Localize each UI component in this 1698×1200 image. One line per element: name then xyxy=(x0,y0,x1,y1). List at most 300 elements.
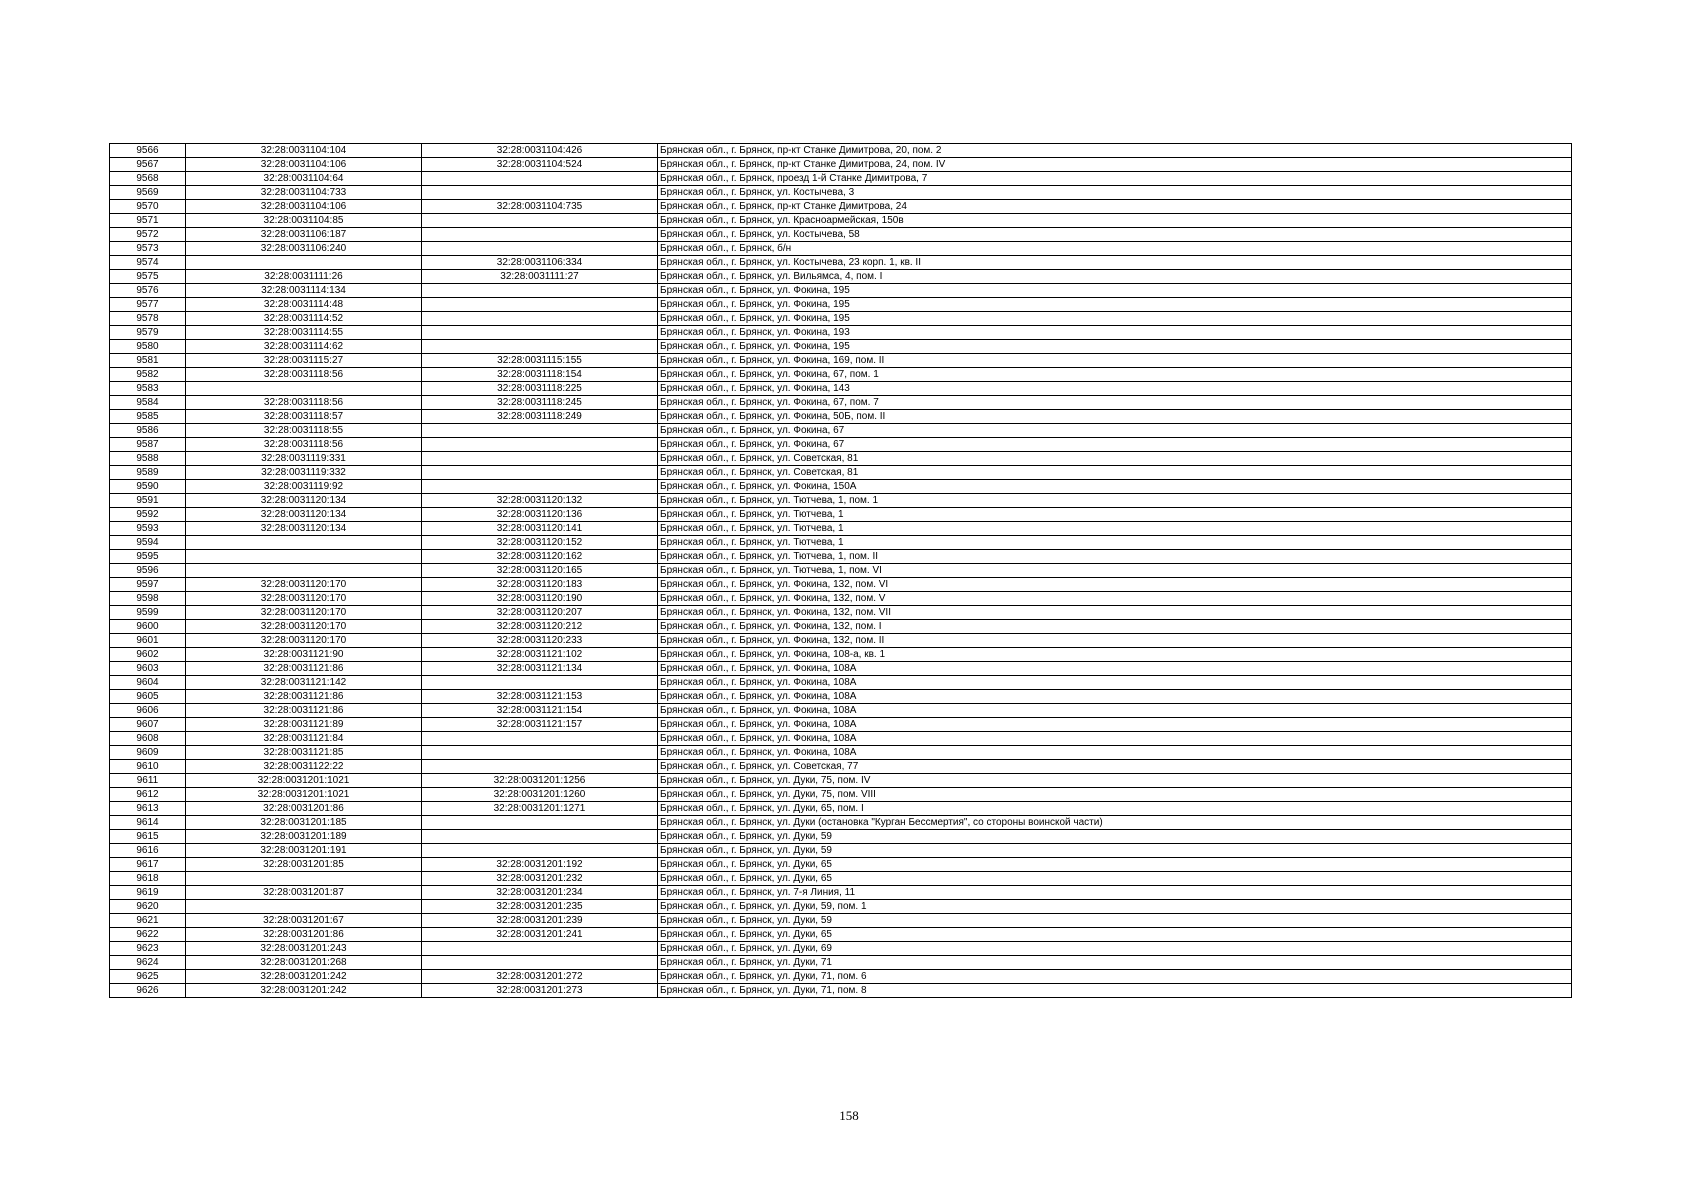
address-cell: Брянская обл., г. Брянск, ул. Костычева, 3 xyxy=(658,186,1572,200)
row-number-cell: 9610 xyxy=(110,760,186,774)
object-number-cell xyxy=(422,242,658,256)
row-number-cell: 9613 xyxy=(110,802,186,816)
row-number-cell: 9575 xyxy=(110,270,186,284)
table-row xyxy=(110,354,1572,368)
table-row xyxy=(110,200,1572,214)
cadastral-number-cell: 32:28:0031120:134 xyxy=(186,508,422,522)
row-number-cell: 9626 xyxy=(110,984,186,998)
register-table-body xyxy=(110,144,1572,998)
row-number-cell: 9622 xyxy=(110,928,186,942)
row-number-cell: 9576 xyxy=(110,284,186,298)
address-cell: Брянская обл., г. Брянск, ул. Фокина, 193 xyxy=(658,326,1572,340)
address-cell: Брянская обл., г. Брянск, ул. Дуки, 75, пом. IV xyxy=(658,774,1572,788)
row-number-cell: 9609 xyxy=(110,746,186,760)
cadastral-number-cell: 32:28:0031104:733 xyxy=(186,186,422,200)
object-number-cell xyxy=(422,830,658,844)
object-number-cell xyxy=(422,676,658,690)
row-number-cell: 9589 xyxy=(110,466,186,480)
row-number-cell: 9606 xyxy=(110,704,186,718)
row-number-cell: 9581 xyxy=(110,354,186,368)
object-number-cell: 32:28:0031120:183 xyxy=(422,578,658,592)
table-row xyxy=(110,788,1572,802)
row-number-cell: 9584 xyxy=(110,396,186,410)
cadastral-number-cell: 32:28:0031201:1021 xyxy=(186,774,422,788)
row-number-cell: 9621 xyxy=(110,914,186,928)
address-cell: Брянская обл., г. Брянск, ул. Дуки, 75, пом. VIII xyxy=(658,788,1572,802)
table-row xyxy=(110,550,1572,564)
row-number-cell: 9594 xyxy=(110,536,186,550)
table-row xyxy=(110,606,1572,620)
cadastral-number-cell: 32:28:0031114:52 xyxy=(186,312,422,326)
row-number-cell: 9597 xyxy=(110,578,186,592)
cadastral-number-cell: 32:28:0031201:191 xyxy=(186,844,422,858)
table-row xyxy=(110,312,1572,326)
table-row xyxy=(110,900,1572,914)
table-row xyxy=(110,368,1572,382)
row-number-cell: 9598 xyxy=(110,592,186,606)
row-number-cell: 9570 xyxy=(110,200,186,214)
table-row xyxy=(110,858,1572,872)
address-cell: Брянская обл., г. Брянск, ул. Фокина, 132, пом. VI xyxy=(658,578,1572,592)
table-row xyxy=(110,340,1572,354)
table-row xyxy=(110,844,1572,858)
object-number-cell: 32:28:0031120:152 xyxy=(422,536,658,550)
row-number-cell: 9579 xyxy=(110,326,186,340)
object-number-cell: 32:28:0031118:249 xyxy=(422,410,658,424)
table-row xyxy=(110,676,1572,690)
address-cell: Брянская обл., г. Брянск, ул. Фокина, 195 xyxy=(658,298,1572,312)
table-row xyxy=(110,732,1572,746)
row-number-cell: 9620 xyxy=(110,900,186,914)
table-row xyxy=(110,592,1572,606)
row-number-cell: 9569 xyxy=(110,186,186,200)
row-number-cell: 9595 xyxy=(110,550,186,564)
table-row xyxy=(110,494,1572,508)
cadastral-number-cell: 32:28:0031120:134 xyxy=(186,522,422,536)
address-cell: Брянская обл., г. Брянск, ул. Дуки, 65, пом. I xyxy=(658,802,1572,816)
address-cell: Брянская обл., г. Брянск, ул. Тютчева, 1, пом. 1 xyxy=(658,494,1572,508)
address-cell: Брянская обл., г. Брянск, ул. Дуки, 59 xyxy=(658,844,1572,858)
object-number-cell: 32:28:0031120:233 xyxy=(422,634,658,648)
object-number-cell: 32:28:0031120:132 xyxy=(422,494,658,508)
row-number-cell: 9577 xyxy=(110,298,186,312)
cadastral-number-cell: 32:28:0031118:56 xyxy=(186,396,422,410)
object-number-cell: 32:28:0031120:212 xyxy=(422,620,658,634)
cadastral-number-cell: 32:28:0031120:170 xyxy=(186,634,422,648)
table-row xyxy=(110,718,1572,732)
address-cell: Брянская обл., г. Брянск, ул. Советская, 77 xyxy=(658,760,1572,774)
object-number-cell: 32:28:0031201:232 xyxy=(422,872,658,886)
table-row xyxy=(110,648,1572,662)
cadastral-number-cell: 32:28:0031120:170 xyxy=(186,606,422,620)
address-cell: Брянская обл., г. Брянск, б/н xyxy=(658,242,1572,256)
table-row xyxy=(110,256,1572,270)
table-row xyxy=(110,830,1572,844)
address-cell: Брянская обл., г. Брянск, ул. Дуки, 71 xyxy=(658,956,1572,970)
row-number-cell: 9567 xyxy=(110,158,186,172)
address-cell: Брянская обл., г. Брянск, ул. Фокина, 195 xyxy=(658,312,1572,326)
row-number-cell: 9623 xyxy=(110,942,186,956)
table-row xyxy=(110,298,1572,312)
cadastral-number-cell: 32:28:0031120:170 xyxy=(186,578,422,592)
address-cell: Брянская обл., г. Брянск, ул. Фокина, 108А xyxy=(658,676,1572,690)
object-number-cell: 32:28:0031120:162 xyxy=(422,550,658,564)
row-number-cell: 9566 xyxy=(110,144,186,158)
address-cell: Брянская обл., г. Брянск, ул. Советская, 81 xyxy=(658,466,1572,480)
row-number-cell: 9607 xyxy=(110,718,186,732)
row-number-cell: 9625 xyxy=(110,970,186,984)
table-row xyxy=(110,662,1572,676)
cadastral-number-cell: 32:28:0031201:85 xyxy=(186,858,422,872)
object-number-cell: 32:28:0031201:1260 xyxy=(422,788,658,802)
object-number-cell xyxy=(422,816,658,830)
cadastral-number-cell xyxy=(186,900,422,914)
table-row xyxy=(110,928,1572,942)
address-cell: Брянская обл., г. Брянск, ул. Фокина, 67, пом. 7 xyxy=(658,396,1572,410)
table-row xyxy=(110,284,1572,298)
object-number-cell: 32:28:0031201:192 xyxy=(422,858,658,872)
address-cell: Брянская обл., г. Брянск, ул. Костычева, 23 корп. 1, кв. II xyxy=(658,256,1572,270)
address-cell: Брянская обл., г. Брянск, ул. Фокина, 132, пом. VII xyxy=(658,606,1572,620)
cadastral-number-cell: 32:28:0031120:170 xyxy=(186,620,422,634)
row-number-cell: 9593 xyxy=(110,522,186,536)
address-cell: Брянская обл., г. Брянск, ул. Фокина, 108А xyxy=(658,732,1572,746)
address-cell: Брянская обл., г. Брянск, ул. Дуки, 65 xyxy=(658,858,1572,872)
table-row xyxy=(110,452,1572,466)
object-number-cell: 32:28:0031201:1256 xyxy=(422,774,658,788)
table-row xyxy=(110,802,1572,816)
object-number-cell xyxy=(422,480,658,494)
cadastral-number-cell: 32:28:0031114:134 xyxy=(186,284,422,298)
table-row xyxy=(110,914,1572,928)
address-cell: Брянская обл., г. Брянск, ул. Фокина, 108А xyxy=(658,718,1572,732)
address-cell: Брянская обл., г. Брянск, ул. Дуки, 59, пом. 1 xyxy=(658,900,1572,914)
object-number-cell: 32:28:0031118:225 xyxy=(422,382,658,396)
table-row xyxy=(110,522,1572,536)
object-number-cell: 32:28:0031111:27 xyxy=(422,270,658,284)
address-cell: Брянская обл., г. Брянск, ул. 7-я Линия, 11 xyxy=(658,886,1572,900)
object-number-cell: 32:28:0031121:154 xyxy=(422,704,658,718)
row-number-cell: 9582 xyxy=(110,368,186,382)
table-row xyxy=(110,466,1572,480)
address-cell: Брянская обл., г. Брянск, ул. Фокина, 108А xyxy=(658,690,1572,704)
cadastral-number-cell xyxy=(186,872,422,886)
row-number-cell: 9588 xyxy=(110,452,186,466)
cadastral-number-cell: 32:28:0031201:268 xyxy=(186,956,422,970)
row-number-cell: 9568 xyxy=(110,172,186,186)
row-number-cell: 9571 xyxy=(110,214,186,228)
address-cell: Брянская обл., г. Брянск, ул. Фокина, 143 xyxy=(658,382,1572,396)
cadastral-number-cell: 32:28:0031119:332 xyxy=(186,466,422,480)
table-row xyxy=(110,158,1572,172)
object-number-cell xyxy=(422,326,658,340)
table-row xyxy=(110,690,1572,704)
address-cell: Брянская обл., г. Брянск, ул. Фокина, 132, пом. V xyxy=(658,592,1572,606)
row-number-cell: 9583 xyxy=(110,382,186,396)
row-number-cell: 9572 xyxy=(110,228,186,242)
table-row xyxy=(110,242,1572,256)
object-number-cell: 32:28:0031118:245 xyxy=(422,396,658,410)
address-cell: Брянская обл., г. Брянск, проезд 1-й Станке Димитрова, 7 xyxy=(658,172,1572,186)
table-row xyxy=(110,746,1572,760)
table-row xyxy=(110,578,1572,592)
address-cell: Брянская обл., г. Брянск, ул. Вильямса, 4, пом. I xyxy=(658,270,1572,284)
object-number-cell xyxy=(422,312,658,326)
table-row xyxy=(110,382,1572,396)
address-cell: Брянская обл., г. Брянск, ул. Фокина, 67 xyxy=(658,424,1572,438)
object-number-cell xyxy=(422,956,658,970)
object-number-cell xyxy=(422,298,658,312)
row-number-cell: 9608 xyxy=(110,732,186,746)
cadastral-number-cell: 32:28:0031121:142 xyxy=(186,676,422,690)
cadastral-number-cell: 32:28:0031121:86 xyxy=(186,704,422,718)
row-number-cell: 9586 xyxy=(110,424,186,438)
object-number-cell: 32:28:0031120:190 xyxy=(422,592,658,606)
address-cell: Брянская обл., г. Брянск, ул. Фокина, 108А xyxy=(658,704,1572,718)
object-number-cell: 32:28:0031121:134 xyxy=(422,662,658,676)
object-number-cell: 32:28:0031120:141 xyxy=(422,522,658,536)
cadastral-number-cell: 32:28:0031120:134 xyxy=(186,494,422,508)
cadastral-number-cell: 32:28:0031119:331 xyxy=(186,452,422,466)
object-number-cell: 32:28:0031121:157 xyxy=(422,718,658,732)
table-row xyxy=(110,956,1572,970)
object-number-cell xyxy=(422,746,658,760)
address-cell: Брянская обл., г. Брянск, ул. Тютчева, 1, пом. VI xyxy=(658,564,1572,578)
row-number-cell: 9600 xyxy=(110,620,186,634)
row-number-cell: 9592 xyxy=(110,508,186,522)
cadastral-number-cell: 32:28:0031201:67 xyxy=(186,914,422,928)
table-row xyxy=(110,172,1572,186)
row-number-cell: 9604 xyxy=(110,676,186,690)
address-cell: Брянская обл., г. Брянск, ул. Советская, 81 xyxy=(658,452,1572,466)
address-cell: Брянская обл., г. Брянск, пр-кт Станке Димитрова, 24 xyxy=(658,200,1572,214)
object-number-cell: 32:28:0031120:207 xyxy=(422,606,658,620)
address-cell: Брянская обл., г. Брянск, ул. Фокина, 108А xyxy=(658,746,1572,760)
cadastral-number-cell: 32:28:0031115:27 xyxy=(186,354,422,368)
address-cell: Брянская обл., г. Брянск, ул. Фокина, 195 xyxy=(658,340,1572,354)
object-number-cell: 32:28:0031201:241 xyxy=(422,928,658,942)
cadastral-number-cell xyxy=(186,550,422,564)
cadastral-number-cell: 32:28:0031106:240 xyxy=(186,242,422,256)
address-cell: Брянская обл., г. Брянск, пр-кт Станке Димитрова, 20, пом. 2 xyxy=(658,144,1572,158)
address-cell: Брянская обл., г. Брянск, ул. Фокина, 108А xyxy=(658,662,1572,676)
cadastral-number-cell: 32:28:0031118:57 xyxy=(186,410,422,424)
object-number-cell xyxy=(422,760,658,774)
object-number-cell: 32:28:0031201:234 xyxy=(422,886,658,900)
table-row xyxy=(110,872,1572,886)
cadastral-number-cell: 32:28:0031121:86 xyxy=(186,662,422,676)
cadastral-number-cell xyxy=(186,256,422,270)
table-row xyxy=(110,186,1572,200)
row-number-cell: 9614 xyxy=(110,816,186,830)
cadastral-number-cell: 32:28:0031104:85 xyxy=(186,214,422,228)
object-number-cell xyxy=(422,466,658,480)
object-number-cell xyxy=(422,844,658,858)
object-number-cell: 32:28:0031201:272 xyxy=(422,970,658,984)
table-row xyxy=(110,564,1572,578)
object-number-cell xyxy=(422,228,658,242)
table-row xyxy=(110,144,1572,158)
cadastral-number-cell: 32:28:0031114:55 xyxy=(186,326,422,340)
cadastral-number-cell: 32:28:0031122:22 xyxy=(186,760,422,774)
cadastral-number-cell: 32:28:0031118:56 xyxy=(186,368,422,382)
cadastral-number-cell xyxy=(186,382,422,396)
cadastral-number-cell: 32:28:0031121:90 xyxy=(186,648,422,662)
object-number-cell: 32:28:0031201:235 xyxy=(422,900,658,914)
table-row xyxy=(110,424,1572,438)
row-number-cell: 9580 xyxy=(110,340,186,354)
address-cell: Брянская обл., г. Брянск, ул. Тютчева, 1 xyxy=(658,536,1572,550)
object-number-cell: 32:28:0031120:165 xyxy=(422,564,658,578)
cadastral-number-cell: 32:28:0031120:170 xyxy=(186,592,422,606)
row-number-cell: 9599 xyxy=(110,606,186,620)
cadastral-number-cell: 32:28:0031114:48 xyxy=(186,298,422,312)
cadastral-number-cell: 32:28:0031121:86 xyxy=(186,690,422,704)
object-number-cell: 32:28:0031201:1271 xyxy=(422,802,658,816)
cadastral-number-cell: 32:28:0031104:106 xyxy=(186,200,422,214)
row-number-cell: 9603 xyxy=(110,662,186,676)
address-cell: Брянская обл., г. Брянск, ул. Дуки, 59 xyxy=(658,830,1572,844)
table-row xyxy=(110,886,1572,900)
row-number-cell: 9596 xyxy=(110,564,186,578)
row-number-cell: 9591 xyxy=(110,494,186,508)
object-number-cell xyxy=(422,424,658,438)
row-number-cell: 9602 xyxy=(110,648,186,662)
cadastral-number-cell: 32:28:0031121:84 xyxy=(186,732,422,746)
table-row xyxy=(110,816,1572,830)
cadastral-number-cell: 32:28:0031201:242 xyxy=(186,970,422,984)
cadastral-number-cell: 32:28:0031104:64 xyxy=(186,172,422,186)
row-number-cell: 9587 xyxy=(110,438,186,452)
address-cell: Брянская обл., г. Брянск, ул. Дуки (остановка "Курган Бессмертия", со стороны воинской части) xyxy=(658,816,1572,830)
address-cell: Брянская обл., г. Брянск, ул. Фокина, 108-а, кв. 1 xyxy=(658,648,1572,662)
address-cell: Брянская обл., г. Брянск, ул. Фокина, 67 xyxy=(658,438,1572,452)
object-number-cell xyxy=(422,942,658,956)
row-number-cell: 9615 xyxy=(110,830,186,844)
address-cell: Брянская обл., г. Брянск, ул. Фокина, 169, пом. II xyxy=(658,354,1572,368)
address-cell: Брянская обл., г. Брянск, ул. Фокина, 50Б, пом. II xyxy=(658,410,1572,424)
cadastral-number-cell: 32:28:0031201:243 xyxy=(186,942,422,956)
object-number-cell xyxy=(422,284,658,298)
cadastral-number-cell: 32:28:0031119:92 xyxy=(186,480,422,494)
table-row xyxy=(110,970,1572,984)
cadastral-number-cell: 32:28:0031118:56 xyxy=(186,438,422,452)
table-row xyxy=(110,228,1572,242)
object-number-cell: 32:28:0031104:735 xyxy=(422,200,658,214)
table-row xyxy=(110,984,1572,998)
address-cell: Брянская обл., г. Брянск, ул. Фокина, 132, пом. I xyxy=(658,620,1572,634)
table-row xyxy=(110,396,1572,410)
table-row xyxy=(110,536,1572,550)
address-cell: Брянская обл., г. Брянск, ул. Тютчева, 1 xyxy=(658,508,1572,522)
object-number-cell: 32:28:0031104:426 xyxy=(422,144,658,158)
object-number-cell xyxy=(422,186,658,200)
cadastral-number-cell: 32:28:0031114:62 xyxy=(186,340,422,354)
address-cell: Брянская обл., г. Брянск, ул. Фокина, 132, пом. II xyxy=(658,634,1572,648)
address-cell: Брянская обл., г. Брянск, ул. Фокина, 67, пом. 1 xyxy=(658,368,1572,382)
row-number-cell: 9617 xyxy=(110,858,186,872)
table-row xyxy=(110,620,1572,634)
address-cell: Брянская обл., г. Брянск, ул. Дуки, 69 xyxy=(658,942,1572,956)
register-table xyxy=(109,143,1572,998)
cadastral-number-cell: 32:28:0031111:26 xyxy=(186,270,422,284)
cadastral-number-cell: 32:28:0031201:86 xyxy=(186,802,422,816)
cadastral-number-cell: 32:28:0031104:104 xyxy=(186,144,422,158)
table-row xyxy=(110,760,1572,774)
cadastral-number-cell: 32:28:0031201:1021 xyxy=(186,788,422,802)
object-number-cell: 32:28:0031121:153 xyxy=(422,690,658,704)
row-number-cell: 9590 xyxy=(110,480,186,494)
object-number-cell: 32:28:0031115:155 xyxy=(422,354,658,368)
object-number-cell xyxy=(422,340,658,354)
object-number-cell: 32:28:0031120:136 xyxy=(422,508,658,522)
row-number-cell: 9574 xyxy=(110,256,186,270)
row-number-cell: 9616 xyxy=(110,844,186,858)
address-cell: Брянская обл., г. Брянск, ул. Дуки, 71, пом. 8 xyxy=(658,984,1572,998)
cadastral-number-cell: 32:28:0031201:87 xyxy=(186,886,422,900)
object-number-cell: 32:28:0031118:154 xyxy=(422,368,658,382)
table-row xyxy=(110,704,1572,718)
object-number-cell: 32:28:0031104:524 xyxy=(422,158,658,172)
row-number-cell: 9605 xyxy=(110,690,186,704)
object-number-cell xyxy=(422,452,658,466)
row-number-cell: 9612 xyxy=(110,788,186,802)
row-number-cell: 9601 xyxy=(110,634,186,648)
address-cell: Брянская обл., г. Брянск, ул. Фокина, 195 xyxy=(658,284,1572,298)
row-number-cell: 9611 xyxy=(110,774,186,788)
cadastral-number-cell: 32:28:0031201:185 xyxy=(186,816,422,830)
address-cell: Брянская обл., г. Брянск, ул. Фокина, 150А xyxy=(658,480,1572,494)
table-row xyxy=(110,634,1572,648)
table-row xyxy=(110,214,1572,228)
table-row xyxy=(110,438,1572,452)
address-cell: Брянская обл., г. Брянск, ул. Тютчева, 1 xyxy=(658,522,1572,536)
object-number-cell: 32:28:0031201:239 xyxy=(422,914,658,928)
address-cell: Брянская обл., г. Брянск, ул. Дуки, 59 xyxy=(658,914,1572,928)
table-row xyxy=(110,410,1572,424)
cadastral-number-cell: 32:28:0031118:55 xyxy=(186,424,422,438)
object-number-cell: 32:28:0031121:102 xyxy=(422,648,658,662)
object-number-cell: 32:28:0031106:334 xyxy=(422,256,658,270)
address-cell: Брянская обл., г. Брянск, ул. Костычева, 58 xyxy=(658,228,1572,242)
object-number-cell xyxy=(422,214,658,228)
cadastral-number-cell xyxy=(186,564,422,578)
row-number-cell: 9624 xyxy=(110,956,186,970)
cadastral-number-cell: 32:28:0031201:86 xyxy=(186,928,422,942)
row-number-cell: 9578 xyxy=(110,312,186,326)
address-cell: Брянская обл., г. Брянск, ул. Тютчева, 1, пом. II xyxy=(658,550,1572,564)
row-number-cell: 9573 xyxy=(110,242,186,256)
page-number: 158 xyxy=(839,1108,859,1123)
row-number-cell: 9585 xyxy=(110,410,186,424)
row-number-cell: 9619 xyxy=(110,886,186,900)
address-cell: Брянская обл., г. Брянск, ул. Красноармейская, 150в xyxy=(658,214,1572,228)
cadastral-number-cell: 32:28:0031121:89 xyxy=(186,718,422,732)
object-number-cell xyxy=(422,172,658,186)
address-cell: Брянская обл., г. Брянск, ул. Дуки, 65 xyxy=(658,872,1572,886)
row-number-cell: 9618 xyxy=(110,872,186,886)
object-number-cell xyxy=(422,732,658,746)
object-number-cell: 32:28:0031201:273 xyxy=(422,984,658,998)
table-row xyxy=(110,508,1572,522)
object-number-cell xyxy=(422,438,658,452)
cadastral-number-cell xyxy=(186,536,422,550)
cadastral-number-cell: 32:28:0031106:187 xyxy=(186,228,422,242)
address-cell: Брянская обл., г. Брянск, ул. Дуки, 71, пом. 6 xyxy=(658,970,1572,984)
cadastral-number-cell: 32:28:0031201:242 xyxy=(186,984,422,998)
cadastral-number-cell: 32:28:0031121:85 xyxy=(186,746,422,760)
table-row xyxy=(110,480,1572,494)
